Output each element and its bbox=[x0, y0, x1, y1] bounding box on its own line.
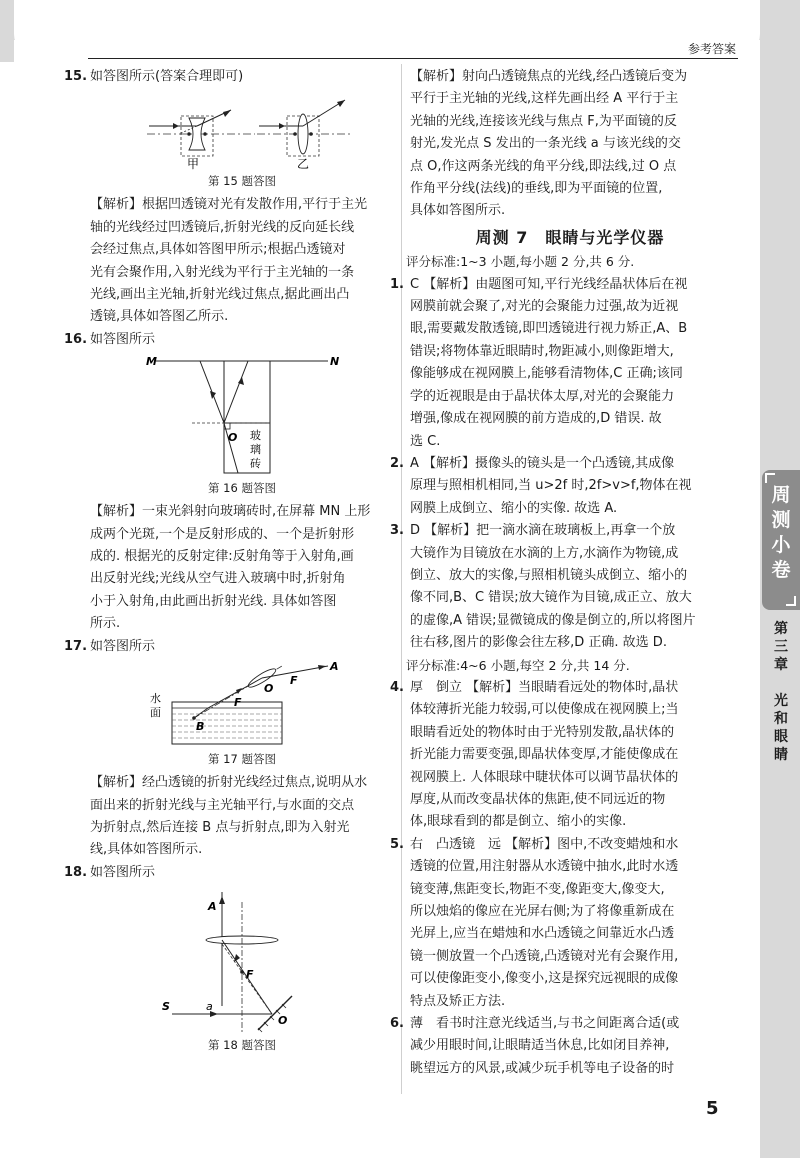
answer-3 bbox=[390, 520, 730, 654]
label-f: F bbox=[290, 674, 298, 688]
text-line: 平行于主光轴的光线,这样先画出经 A 平行于主 bbox=[410, 91, 679, 107]
arrow bbox=[210, 391, 216, 399]
text-line: 光屏上,应当在蜡烛和水凸透镜之间靠近水凸透 bbox=[410, 926, 675, 942]
question-17 bbox=[64, 636, 394, 658]
figure-caption: 第 16 题答图 bbox=[208, 481, 276, 496]
text-line: 视网膜上. 人体眼球中睫状体可以调节晶状体的 bbox=[410, 769, 679, 785]
text-line: 减少用眼时间,让眼睛适当休息,比如闭目养神, bbox=[410, 1038, 670, 1054]
text-line: 倒立、放大的实像,与照相机镜头成倒立、缩小的 bbox=[410, 567, 688, 583]
answer-4 bbox=[390, 677, 730, 834]
tab-bracket-icon bbox=[765, 473, 775, 483]
text-line: 所示. bbox=[90, 616, 121, 632]
figure-caption: 第 15 题答图 bbox=[208, 174, 276, 189]
text-line: 折光能力需要变强,即晶状体变厚,才能使像成在 bbox=[410, 747, 679, 763]
scoring-standard: 评分标准:4~6 小题,每空 2 分,共 14 分. bbox=[406, 657, 630, 673]
text-line: 轴的光线经过凹透镜后,折射光线的反向延长线 bbox=[90, 219, 355, 235]
label-a-ray: a bbox=[206, 1000, 213, 1014]
text-line: 选 C. bbox=[410, 433, 441, 449]
text-line: 大镜作为目镜放在水滴的上方,水滴作为物镜,成 bbox=[410, 545, 679, 561]
answer-6 bbox=[390, 1013, 730, 1080]
text-line: 【解析】一束光斜射向玻璃砖时,在屏幕 MN 上形 bbox=[90, 504, 371, 520]
text-line: C 【解析】由题图可知,平行光线经晶状体后在视 bbox=[410, 276, 688, 292]
text-line: 【解析】射向凸透镜焦点的光线,经凸透镜后变为 bbox=[410, 69, 688, 84]
text-line: 光有会聚作用,入射光线为平行于主光轴的一条 bbox=[90, 264, 355, 280]
text-line: 网膜上成倒立、缩小的实像. 故选 A. bbox=[410, 500, 618, 516]
text-line: 所以烛焰的像应在光屏右侧;为了将像重新成在 bbox=[410, 904, 675, 920]
question-number: 17. bbox=[64, 638, 88, 654]
text-line: 【解析】经凸透镜的折射光线经过焦点,说明从水 bbox=[90, 775, 368, 791]
text-line: D 【解析】把一滴水滴在玻璃板上,再拿一个放 bbox=[410, 523, 676, 539]
incident-ray bbox=[194, 708, 208, 718]
question-text: 如答图所示(答案合理即可) bbox=[90, 69, 244, 84]
answer-1 bbox=[390, 274, 730, 453]
text-line: 往右移,图片的影像会往左移,D 正确. 故选 D. bbox=[410, 635, 667, 651]
text-line: 透镜的位置,用注射器从水透镜中抽水,此时水透 bbox=[410, 859, 679, 875]
text-line: 点 O,作这两条光线的角平分线,即法线,过 O 点 bbox=[410, 158, 677, 174]
text-line: 错误;将物体靠近眼睛时,物距减小,则像距增大, bbox=[410, 343, 674, 359]
question-text: 如答图所示 bbox=[90, 638, 156, 654]
question-15 bbox=[64, 66, 394, 88]
text-line: 可以使像距变小,像变小,这是探究远视眼的成像 bbox=[410, 971, 679, 987]
fig-label-jia: 甲 bbox=[186, 157, 200, 171]
arrow bbox=[223, 110, 231, 117]
text-line: 成的. 根据光的反射定律:反射角等于入射角,画 bbox=[90, 549, 354, 565]
text-line: 作角平分线(法线)的垂线,即为平面镜的位置, bbox=[410, 181, 663, 197]
label-b: B bbox=[196, 720, 205, 734]
arrow bbox=[173, 123, 179, 129]
text-line: 镜变薄,焦距变长,物距不变,像距变大,像变大, bbox=[410, 881, 665, 897]
text-line: 增强,像成在视网膜的前方造成的,D 错误. 故 bbox=[410, 411, 662, 427]
analysis-17 bbox=[90, 772, 394, 862]
arrow bbox=[279, 123, 285, 129]
water-label: 水 bbox=[150, 692, 161, 706]
arrow bbox=[318, 665, 326, 670]
glass-char: 砖 bbox=[250, 457, 261, 471]
glass-char: 璃 bbox=[250, 443, 261, 457]
text-line: 的虚像,A 错误;显微镜成的像是倒立的,所以将图片 bbox=[410, 612, 696, 628]
label-o: O bbox=[278, 1014, 288, 1028]
figure-18 bbox=[162, 884, 322, 1034]
water-label: 面 bbox=[150, 706, 161, 720]
text-line: 线,具体如答图所示. bbox=[90, 842, 203, 858]
text-line: 会经过焦点,具体如答图甲所示;根据凸透镜对 bbox=[90, 242, 346, 258]
focus-point bbox=[293, 133, 297, 137]
header-rule bbox=[88, 58, 738, 59]
text-line: A 【解析】摄像头的镜头是一个凸透镜,其成像 bbox=[410, 455, 675, 471]
side-tab-label: 周测小卷 bbox=[771, 484, 791, 581]
text-line: 体较薄折光能力较弱,可以使像成在视网膜上;当 bbox=[410, 702, 679, 718]
text-line: 特点及矫正方法. bbox=[410, 993, 506, 1009]
answer-number: 6. bbox=[390, 1016, 404, 1032]
right-column bbox=[390, 66, 730, 1080]
analysis-15 bbox=[90, 194, 394, 328]
side-tab-chapter: 第三章 bbox=[774, 621, 788, 673]
label-o: O bbox=[264, 682, 274, 696]
answer-number: 1. bbox=[390, 276, 404, 292]
text-line: 【解析】根据凹透镜对光有发散作用,平行于主光 bbox=[90, 197, 368, 213]
label-a: A bbox=[330, 660, 339, 674]
label-s: S bbox=[162, 1000, 170, 1014]
page-number: 5 bbox=[706, 1098, 719, 1119]
text-line: 右 凸透镜 远 【解析】图中,不改变蜡烛和水 bbox=[410, 836, 679, 852]
figure-caption: 第 17 题答图 bbox=[208, 752, 276, 767]
answer-number: 3. bbox=[390, 523, 404, 539]
text-line: 网膜前就会聚了,对光的会聚能力过强,故为近视 bbox=[410, 299, 679, 315]
question-number: 18. bbox=[64, 864, 88, 880]
glass-char: 玻 bbox=[250, 429, 261, 443]
text-line: 眺望远方的风景,或减少玩手机等电子设备的时 bbox=[410, 1060, 675, 1076]
text-line: 像不同,B、C 错误;放大镜作为目镜,成正立、放大 bbox=[410, 590, 692, 606]
arrow bbox=[219, 896, 225, 904]
reflected-ray bbox=[224, 361, 248, 423]
focus-point bbox=[203, 133, 207, 137]
arrow bbox=[337, 100, 345, 107]
section-title: 周测 7 眼睛与光学仪器 bbox=[475, 227, 665, 247]
text-line: 射光,发光点 S 发出的一条光线 a 与该光线的交 bbox=[410, 136, 681, 152]
text-line: 光线,画出主光轴,折射光线过焦点,据此画出凸 bbox=[90, 287, 350, 303]
fig-label-yi: 乙 bbox=[296, 157, 310, 171]
side-tab-topic: 光和眼睛 bbox=[774, 693, 788, 763]
analysis-16 bbox=[90, 501, 394, 635]
question-number: 15. bbox=[64, 69, 88, 84]
label-o: O bbox=[228, 431, 238, 445]
question-number: 16. bbox=[64, 331, 88, 347]
text-line: 厚度,从而改变晶状体的焦距,使不同远近的物 bbox=[410, 792, 666, 807]
label-f: F bbox=[246, 968, 254, 982]
text-line: 体,眼球看到的都是倒立、缩小的实像. bbox=[410, 814, 627, 830]
text-line: 透镜,具体如答图乙所示. bbox=[90, 309, 229, 325]
text-line: 学的近视眼是由于晶状体太厚,对光的会聚能力 bbox=[410, 388, 675, 404]
text-line: 厚 倒立 【解析】当眼睛看远处的物体时,晶状 bbox=[410, 679, 679, 695]
column-divider bbox=[401, 64, 402, 1094]
scoring-standard: 评分标准:1~3 小题,每小题 2 分,共 6 分. bbox=[406, 254, 635, 270]
label-m: M bbox=[146, 355, 157, 369]
left-column bbox=[64, 66, 394, 1058]
answer-2 bbox=[390, 453, 730, 520]
label-a: A bbox=[208, 900, 217, 914]
text-line: 光轴的光线,连接该光线与焦点 F,为平面镜的反 bbox=[410, 113, 677, 129]
figure-15 bbox=[127, 88, 357, 170]
label-f: F bbox=[234, 696, 242, 710]
text-line: 出反射光线;光线从空气进入玻璃中时,折射角 bbox=[90, 571, 346, 587]
label-n: N bbox=[330, 355, 340, 369]
text-line: 像能够成在视网膜上,能够看清物体,C 正确;该同 bbox=[410, 366, 683, 382]
answer-number: 2. bbox=[390, 455, 404, 471]
text-line: 具体如答图所示. bbox=[410, 203, 506, 219]
convex-lens bbox=[298, 114, 308, 154]
figure-16 bbox=[142, 351, 342, 477]
answer-number: 5. bbox=[390, 836, 404, 852]
text-line: 眼睛看近处的物体时由于光特别发散,晶状体的 bbox=[410, 724, 675, 740]
text-line: 原理与照相机相同,当 u>2f 时,2f>v>f,物体在视 bbox=[410, 478, 692, 494]
text-line: 小于入射角,由此画出折射光线. 具体如答图 bbox=[90, 593, 337, 609]
text-line: 为折射点,然后连接 B 点与折射点,即为入射光 bbox=[90, 819, 350, 835]
figure-17 bbox=[142, 658, 342, 748]
text-line: 面出来的折射光线与主光轴平行,与水面的交点 bbox=[90, 797, 355, 813]
analysis-18 bbox=[410, 66, 730, 223]
text-line: 成两个光斑,一个是反射形成的、一个是折射形 bbox=[90, 526, 355, 542]
arrow bbox=[234, 954, 240, 962]
question-16 bbox=[64, 329, 394, 351]
question-text: 如答图所示 bbox=[90, 864, 156, 880]
answer-number: 4. bbox=[390, 679, 404, 695]
tab-bracket-icon bbox=[786, 596, 796, 606]
text-line: 眼,需要戴发散透镜,即凹透镜进行视力矫正,A、B bbox=[410, 321, 688, 337]
question-text: 如答图所示 bbox=[90, 331, 156, 347]
figure-caption: 第 18 题答图 bbox=[208, 1038, 276, 1053]
header-title: 参考答案 bbox=[687, 42, 736, 56]
focus-point bbox=[240, 970, 244, 974]
text-line: 薄 看书时注意光线适当,与书之间距离合适(或 bbox=[410, 1016, 680, 1032]
question-18 bbox=[64, 862, 394, 884]
answer-5 bbox=[390, 834, 730, 1013]
text-line: 镜一侧放置一个凸透镜,凸透镜对光有会聚作用, bbox=[410, 948, 679, 964]
focus-point bbox=[309, 133, 313, 137]
focus-point bbox=[187, 133, 191, 137]
